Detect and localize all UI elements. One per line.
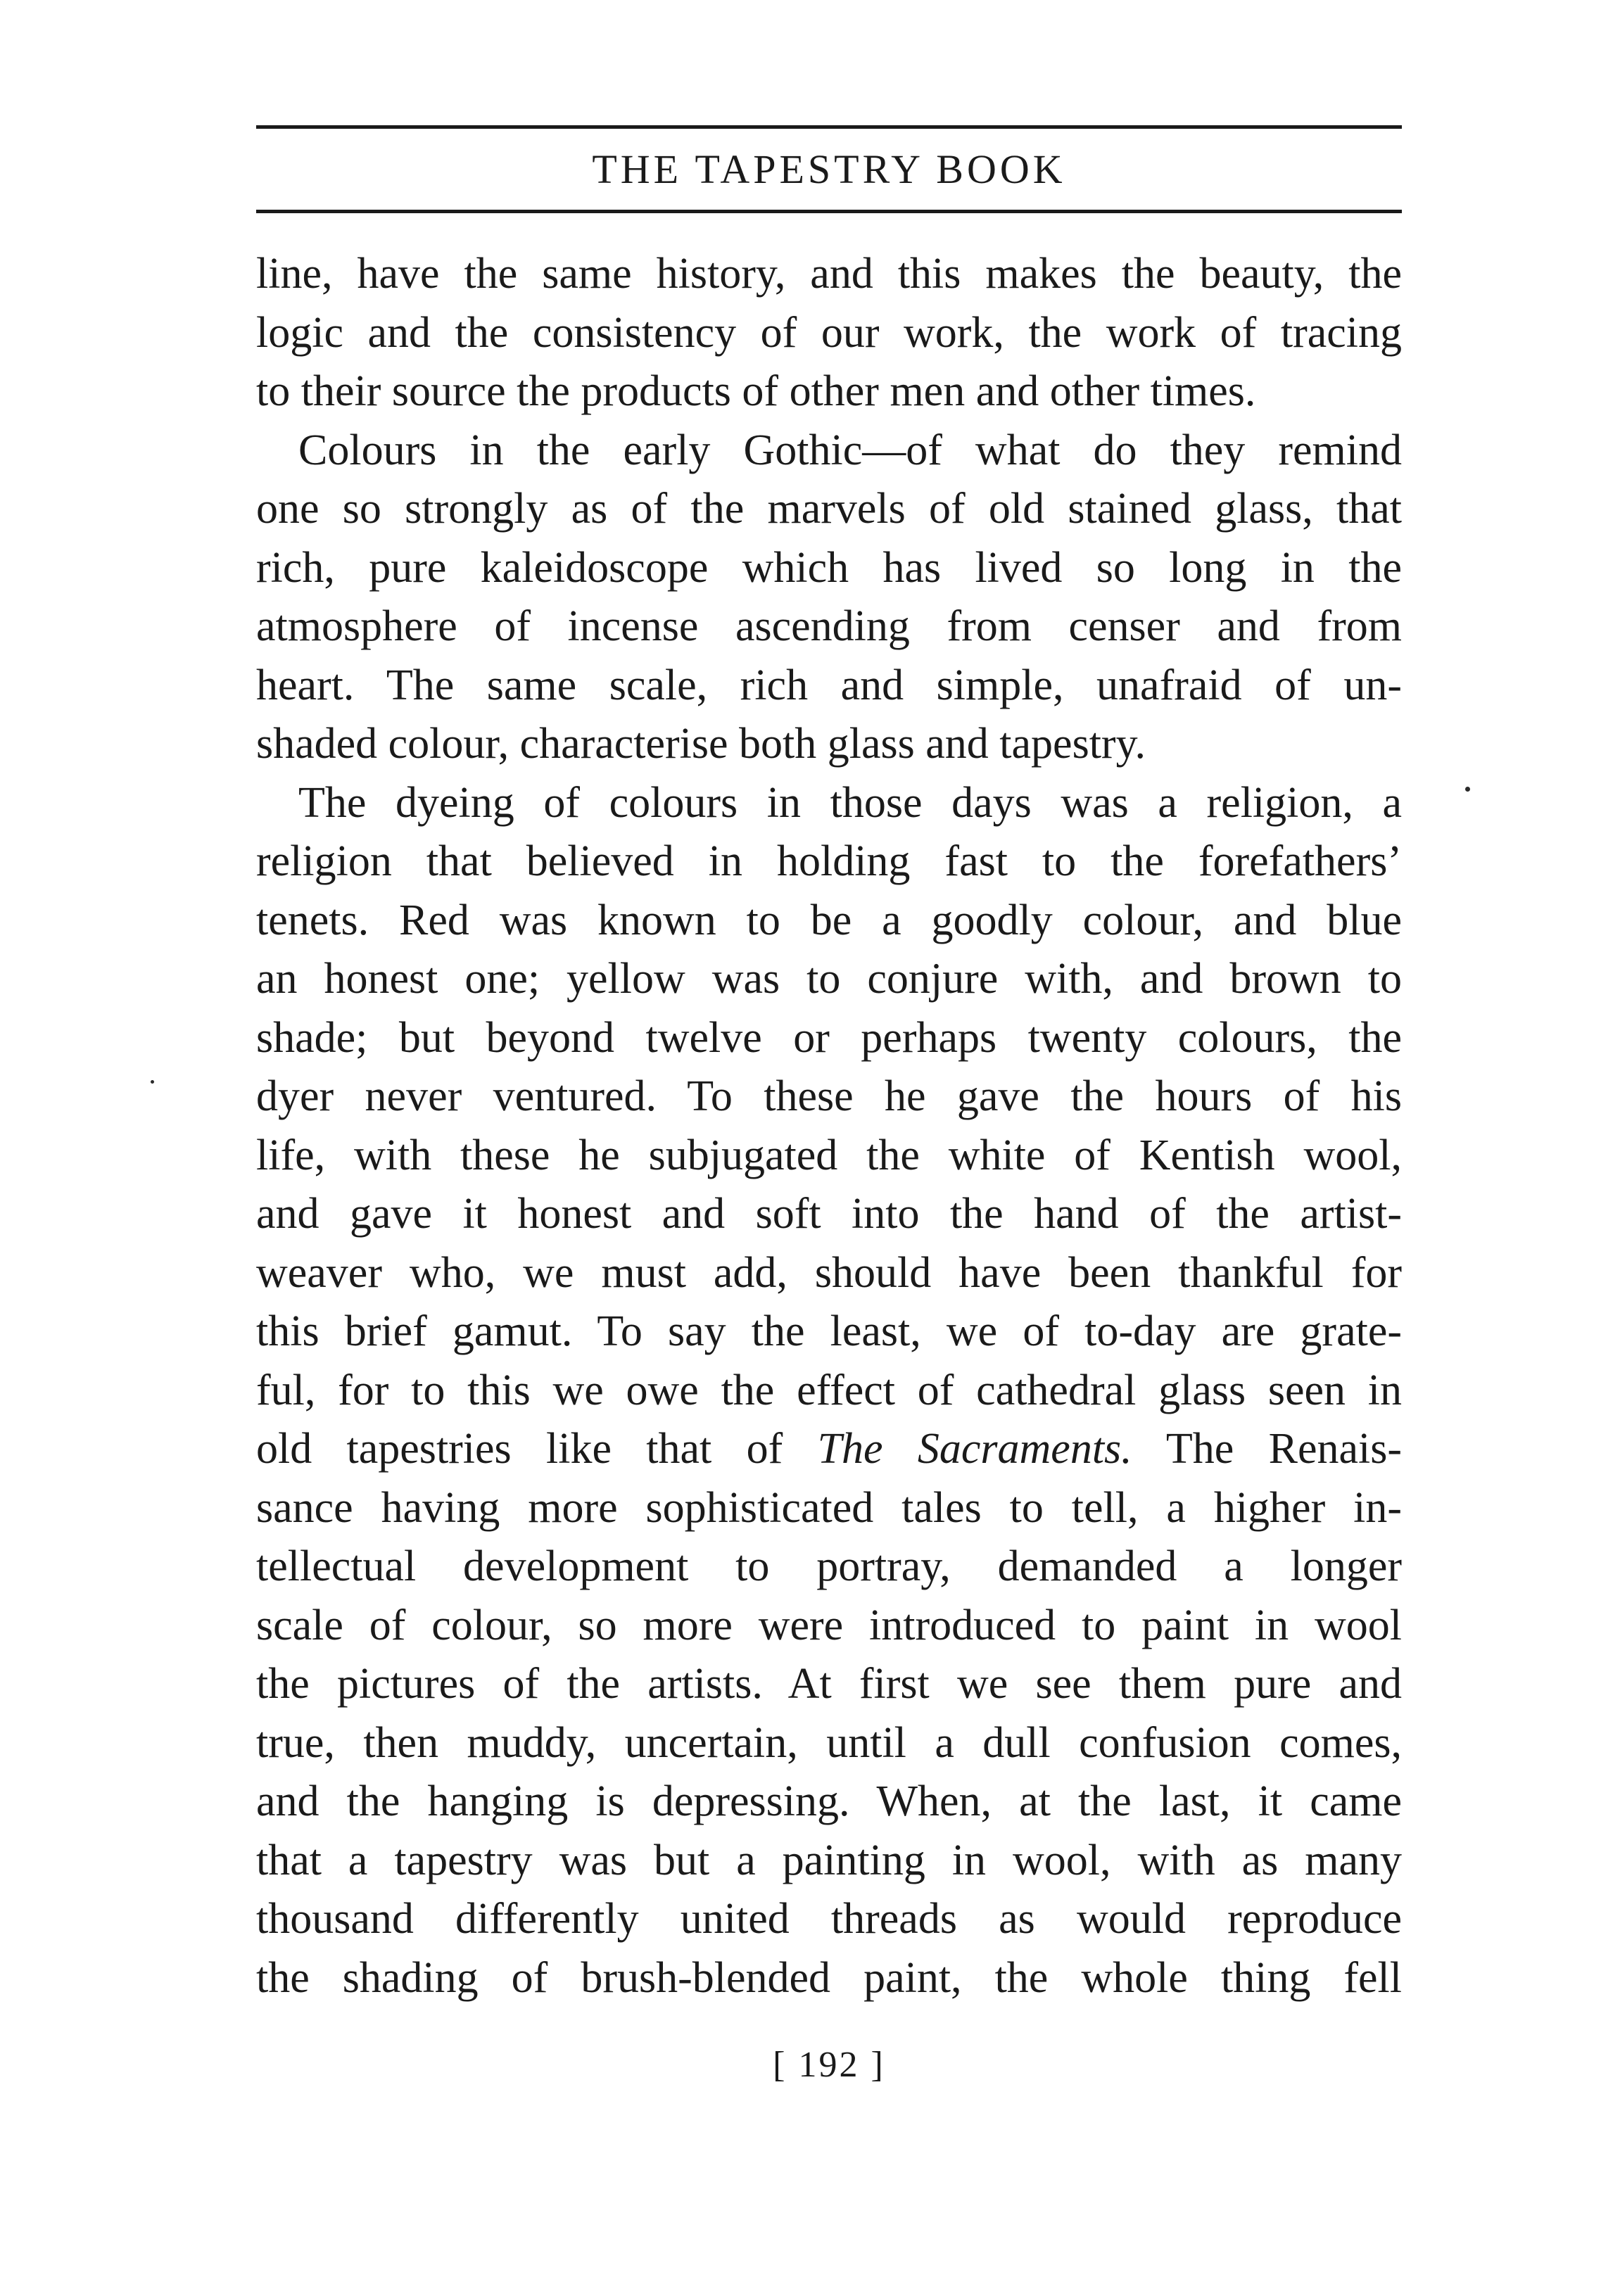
italic-title: The Sacraments. <box>817 1425 1132 1473</box>
text-line: scale of colour, so more were introduced to paint in wool <box>256 1601 1402 1649</box>
text-line: that a tapestry was but a painting in wool, with as many <box>256 1836 1402 1884</box>
text-line: heart. The same scale, rich and simple, unafraid of un- <box>256 661 1402 709</box>
text-line: Colours in the early Gothic—of what do they remind <box>298 426 1402 474</box>
text-line: life, with these he subjugated the white of Kentish wool, <box>256 1131 1402 1179</box>
text-line: atmosphere of incense ascending from censer and from <box>256 602 1402 650</box>
text-line: tenets. Red was known to be a goodly colour, and blue <box>256 896 1402 944</box>
text-line: this brief gamut. To say the least, we of to-day are grate- <box>256 1307 1402 1355</box>
text-line: religion that believed in holding fast to the forefathers’ <box>256 837 1402 885</box>
text-line: an honest one; yellow was to conjure with, and brown to <box>256 955 1402 1003</box>
text-line: and gave it honest and soft into the hand of the artist- <box>256 1190 1402 1238</box>
text-line: line, have the same history, and this makes the beauty, the <box>256 250 1402 298</box>
text-line-tail: The Renais- <box>1132 1425 1402 1473</box>
text-line: the pictures of the artists. At first we see them pure and <box>256 1660 1402 1708</box>
text-line: tellectual development to portray, demanded a longer <box>256 1542 1402 1590</box>
text-line: sance having more sophisticated tales to tell, a higher in- <box>256 1483 1402 1532</box>
text-line: shaded colour, characterise both glass and tapestry. <box>256 720 1146 768</box>
text-line: ful, for to this we owe the effect of cathedral glass seen in <box>256 1366 1402 1414</box>
header-rule-bottom <box>256 210 1402 213</box>
text-line: the shading of brush-blended paint, the whole thing fell <box>256 1953 1402 2002</box>
text-line: to their source the products of other men and other times. <box>256 367 1256 415</box>
text-line-head: old tapestries like that of <box>256 1425 818 1473</box>
text-line: shade; but beyond twelve or perhaps twenty colours, the <box>256 1013 1402 1062</box>
page-number: [ 192 ] <box>773 2045 885 2085</box>
text-line: thousand differently united threads as would reproduce <box>256 1895 1402 1943</box>
text-line: one so strongly as of the marvels of old stained glass, that <box>256 485 1402 533</box>
body-text <box>256 245 1402 2008</box>
running-head: THE TAPESTRY BOOK <box>592 146 1066 192</box>
text-line: and the hanging is depressing. When, at the last, it came <box>256 1777 1402 1825</box>
text-line: weaver who, we must add, should have been thankful for <box>256 1248 1402 1297</box>
text-line: true, then muddy, uncertain, until a dull confusion comes, <box>256 1718 1402 1767</box>
text-line: The dyeing of colours in those days was a religion, a <box>298 778 1402 827</box>
ink-speck <box>151 1080 154 1084</box>
text-line: dyer never ventured. To these he gave the hours of his <box>256 1072 1402 1120</box>
ink-speck <box>1465 787 1470 792</box>
text-line: logic and the consistency of our work, the work of tracing <box>256 308 1402 357</box>
header-rule-top <box>256 125 1402 129</box>
text-line: rich, pure kaleidoscope which has lived so long in the <box>256 543 1402 592</box>
text-line <box>256 1420 1402 1479</box>
